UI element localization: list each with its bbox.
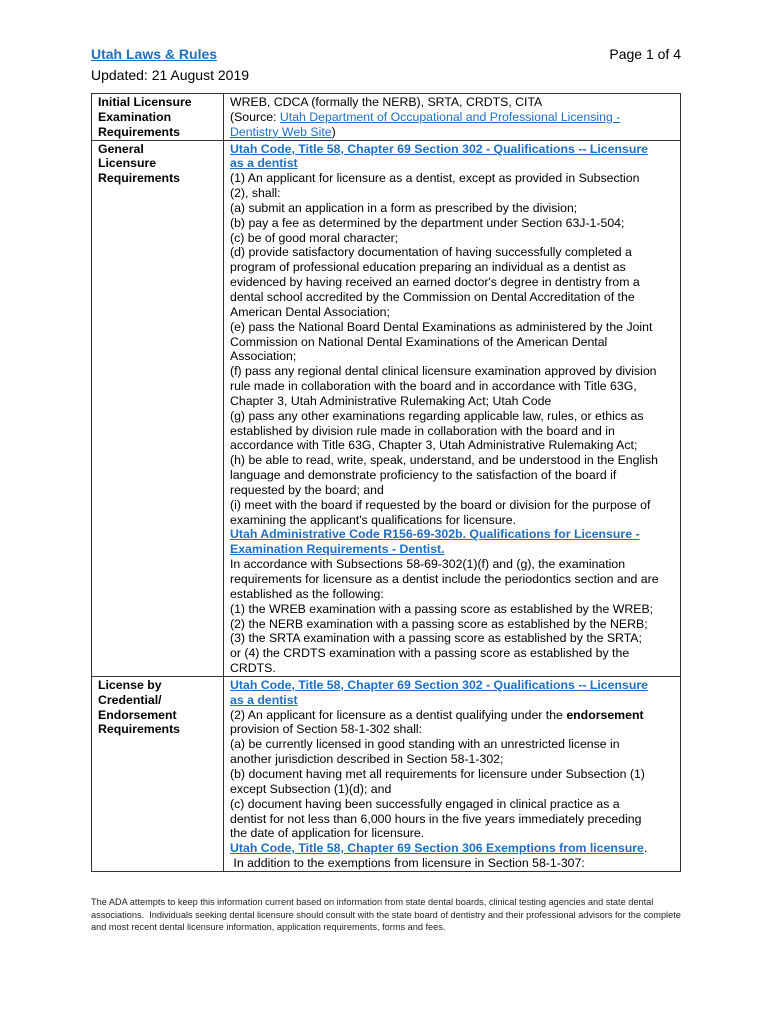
disclaimer-footer (91, 896, 691, 934)
state-title-link[interactable]: Utah Laws & Rules (91, 46, 218, 62)
admin-code-r156-link[interactable]: Utah Administrative Code R156-69-302b. Qualifications for Licensure - (230, 527, 640, 542)
text-line: except Subsection (1)(d); and (230, 781, 392, 796)
endorsement-intro (230, 708, 676, 723)
table-row (92, 94, 681, 141)
table-row (92, 140, 681, 676)
text-line: (c) document having been successfully engaged in clinical practice as a (230, 796, 620, 811)
text-line: (1) An applicant for licensure as a dentist, except as provided in Subsection (230, 171, 640, 186)
endorsement-intro-line2: provision of Section 58-1-302 shall: (230, 722, 423, 737)
label-line: Licensure (98, 156, 157, 171)
updated-date: Updated: 21 August 2019 (91, 67, 250, 83)
row-content-general (224, 140, 681, 676)
text-line: or (4) the CRDTS examination with a passing score as established by the (230, 646, 630, 661)
dopl-link[interactable]: Utah Department of Occupational and Professional Licensing - (279, 109, 621, 124)
row-content-endorsement (224, 676, 681, 871)
text-line: (3) the SRTA examination with a passing score as established by the SRTA; (230, 631, 642, 646)
label-line: License by (98, 677, 162, 692)
text-line: (h) be able to read, write, speak, understand, and be understood in the English (230, 453, 658, 468)
utah-code-302-link[interactable]: Utah Code, Title 58, Chapter 69 Section 302 - Qualifications -- Licensure (230, 141, 648, 156)
exemption-text: In addition to the exemptions from licensure in Section 58-1-307: (230, 856, 585, 871)
admin-code-r156-link-cont[interactable]: Examination Requirements - Dentist. (230, 542, 445, 557)
text-line: (g) pass any other examinations regarding applicable law, rules, or ethics as (230, 408, 644, 423)
text-line: accordance with Title 63G, Chapter 3, Utah Administrative Rulemaking Act; (230, 438, 638, 453)
row-label-endorsement (92, 676, 224, 871)
text-line: established by division rule made in collaboration with the board and in (230, 423, 615, 438)
exemption-heading-line (230, 841, 676, 856)
exam-list: WREB, CDCA (formally the NERB), SRTA, CRDTS, CITA (230, 95, 543, 109)
text-line: (e) pass the National Board Dental Examinations as administered by the Joint (230, 319, 653, 334)
utah-code-302-endorsement-link-cont[interactable]: as a dentist (230, 692, 298, 707)
exemption-period: . (643, 841, 648, 856)
page-header (91, 46, 681, 83)
text-line: (2), shall: (230, 186, 281, 201)
text-line: rule made in collaboration with the board and in accordance with Title 63G, (230, 379, 637, 394)
utah-code-302-link-cont[interactable]: as a dentist (230, 156, 298, 171)
text-line: (b) document having met all requirements for licensure under Subsection (1) (230, 766, 645, 781)
source-suffix: ) (331, 124, 336, 139)
text-line: (i) meet with the board if requested by the board or division for the purpose of (230, 497, 651, 512)
text-line: (a) be currently licensed in good standing with an unrestricted license in (230, 737, 620, 752)
text-line: American Dental Association; (230, 304, 390, 319)
label-line: Initial Licensure (98, 95, 192, 109)
text-line: (f) pass any regional dental clinical licensure examination approved by division (230, 364, 657, 379)
text-line: (b) pay a fee as determined by the department under Section 63J-1-504; (230, 215, 625, 230)
text-line: evidenced by having received an earned doctor's degree in dentistry from a (230, 275, 640, 290)
text-line: (a) submit an application in a form as prescribed by the division; (230, 200, 578, 215)
general-requirements-text (230, 171, 676, 527)
text-line: dentist for not less than 6,000 hours in the five years immediately preceding (230, 811, 642, 826)
exam-requirements-text (230, 557, 676, 676)
source-line (230, 110, 676, 125)
source-line (230, 125, 676, 140)
text-line: Chapter 3, Utah Administrative Rulemaking Act; Utah Code (230, 393, 552, 408)
text-line: requirements for licensure as a dentist include the periodontics section and are (230, 572, 659, 586)
text-line: the date of application for licensure. (230, 826, 425, 841)
label-line: Examination (98, 109, 172, 124)
label-line: Endorsement (98, 707, 177, 722)
endorsement-requirements-text (230, 737, 676, 841)
requirements-table (91, 93, 681, 872)
label-line: Requirements (98, 124, 181, 139)
source-prefix: (Source: (230, 109, 280, 124)
footer-line: associations. Individuals seeking dental licensure should consult with the state board of dentistry and their professional advisors for the complete (91, 909, 681, 920)
label-line: General (98, 141, 144, 156)
page-number: Page 1 of 4 (609, 46, 681, 62)
text-line: language and demonstrate proficiency to the satisfaction of the board if (230, 468, 617, 483)
table-row (92, 676, 681, 871)
text-line: requested by the board; and (230, 482, 384, 497)
row-label-general (92, 140, 224, 676)
endorsement-intro-text: (2) An applicant for licensure as a dentist qualifying under the (230, 707, 567, 722)
text-line: (2) the NERB examination with a passing score as established by the NERB; (230, 616, 648, 631)
footer-line: The ADA attempts to keep this information current based on information from state dental boards, clinical testing agencies and state dental (91, 897, 654, 907)
text-line: In accordance with Subsections 58-69-302(1)(f) and (g), the examination (230, 557, 626, 572)
text-line: (c) be of good moral character; (230, 230, 399, 245)
label-line: Credential/ (98, 692, 162, 707)
utah-code-302-endorsement-link[interactable]: Utah Code, Title 58, Chapter 69 Section 302 - Qualifications -- Licensure (230, 677, 648, 692)
text-line: another jurisdiction described in Section 58-1-302; (230, 752, 504, 767)
footer-line: and most recent dental licensure information, application requirements, forms and fees. (91, 922, 446, 933)
utah-code-306-link[interactable]: Utah Code, Title 58, Chapter 69 Section 306 Exemptions from licensure (230, 841, 644, 856)
text-line: Commission on National Dental Examinations of the American Dental (230, 334, 608, 349)
text-line: examining the applicant's qualifications for licensure. (230, 512, 517, 527)
label-line: Requirements (98, 171, 181, 186)
text-line: (1) the WREB examination with a passing score as established by the WREB; (230, 601, 654, 616)
text-line: established as the following: (230, 586, 384, 601)
text-line: CRDTS. (230, 661, 276, 676)
row-content-initial (224, 94, 681, 141)
text-line: (d) provide satisfactory documentation of having successfully completed a (230, 245, 632, 260)
text-line: Association; (230, 349, 297, 364)
row-label-initial (92, 94, 224, 141)
dentistry-website-link[interactable]: Dentistry Web Site (230, 124, 332, 139)
endorsement-bold: endorsement (566, 707, 644, 722)
text-line: dental school accredited by the Commission on Dental Accreditation of the (230, 289, 635, 304)
text-line: program of professional education preparing an individual as a dentist as (230, 260, 626, 275)
label-line: Requirements (98, 722, 181, 737)
